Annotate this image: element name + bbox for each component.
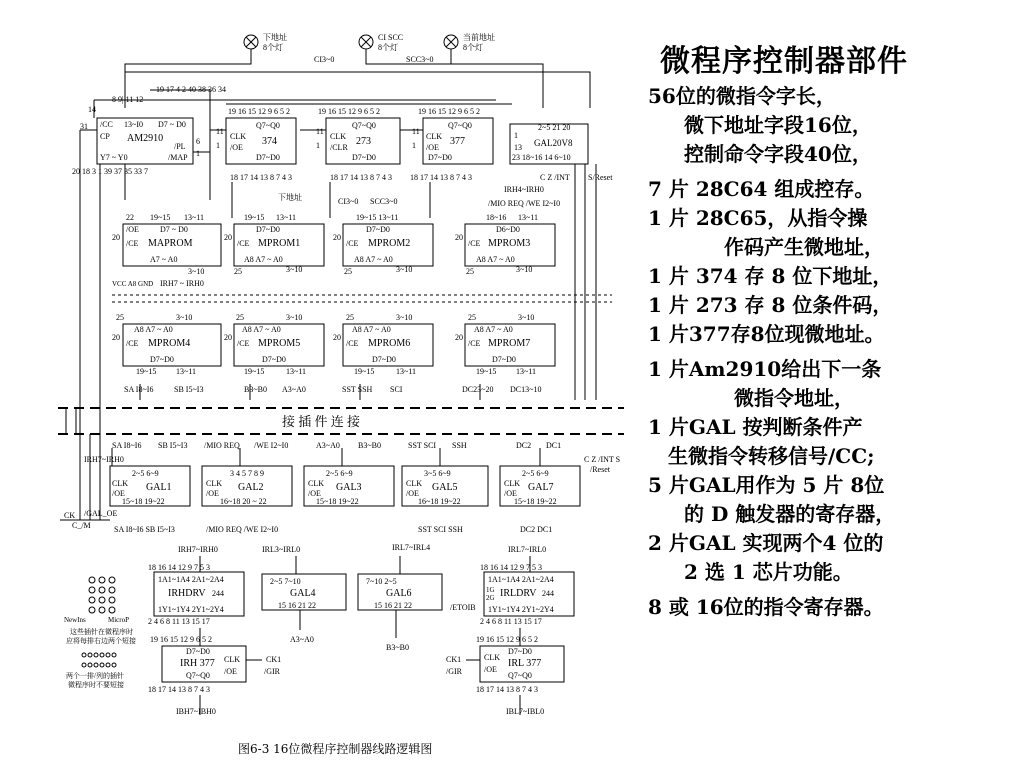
pin-number: 20 [455,333,463,342]
pin-number: 1 [216,141,220,150]
description-line: 5 片GAL用作为 5 片 8位 [648,473,885,497]
pin-label: CLK [406,479,422,488]
pin-label: 19~15 [136,367,157,376]
pin-label: /CE [126,239,139,248]
pin-label: Q7~Q0 [186,671,210,680]
bus-label: SST SCI [408,441,437,450]
pin-label: 3~10 [518,313,535,322]
chip-name: GAL1 [146,482,172,493]
pin-label: 1G [486,586,495,594]
bus-label: /MIO REQ /WE I2~I0 [206,525,279,534]
bus-label: DC23~20 [462,385,494,394]
bus-label: IRL7~IRL0 [508,545,547,554]
pin-number: 22 [126,213,134,222]
bus-label: DC2 [516,441,532,450]
chip-name: MAPROM [148,238,193,249]
pin-number: 25 [116,313,124,322]
pin-number: 20 [224,233,232,242]
pin-label: /OE [484,665,497,674]
pin-numbers: 2~5 7~10 [270,577,301,586]
pin-label: D7~D0 [492,355,516,364]
chip-name: IRL 377 [508,658,542,669]
pin-label: D7 ~ D0 [160,225,188,234]
chip-name: GAL5 [432,482,458,493]
pin-label: 19~15 [244,213,265,222]
pin-label: D7~D0 [256,225,280,234]
signal-label: CK [64,511,76,520]
pin-numbers: 19 16 15 12 9 6 5 2 [476,635,538,644]
bus-label: IRH4~IRH0 [504,185,544,194]
description-line: 1 片377存8位现微地址。 [648,322,885,346]
chip-name: IRLDRV [500,588,537,599]
pin-numbers: 18 16 14 12 9 7 5 3 [148,563,210,572]
pin-numbers: 15~18 19~22 [514,497,557,506]
pin-numbers: 18 17 14 13 8 7 4 3 [410,173,472,182]
pin-numbers: 16~18 19~22 [418,497,461,506]
pin-label: A8 A7 ~ A0 [352,325,391,334]
chip-name: MPROM3 [488,238,531,249]
pin-label: /CE [346,239,359,248]
lamp-label: 当前地址 [463,33,495,42]
pin-label: CLK [224,655,240,664]
signal-label: /GAL_OE [84,509,118,518]
bus-label: A3~A0 [282,385,306,394]
pin-label: CLK [206,479,222,488]
signal-label: /GIR [264,667,280,676]
jumper-note: 微程序时不要短接 [68,681,124,689]
pin-numbers: 15~18 19~22 [122,497,165,506]
description-line: 56位的微指令字长， [648,84,836,108]
pin-number: 25 [466,267,474,276]
bus-label: B3~B0 [386,643,409,652]
pin-label: 1Y1~1Y4 2Y1~2Y4 [488,605,554,614]
chip-name: MPROM6 [368,338,411,349]
pin-numbers: 3 4 5 7 8 9 [230,469,264,478]
power-label: VCC A8 GND [112,280,154,288]
bus-label: SB I5~I3 [174,385,204,394]
bus-label: IRH7~IRH0 [178,545,218,554]
jumper-note: 这些插针在微程序时 [70,628,133,636]
bus-label: /MIO REQ /WE I2~I0 [488,199,561,208]
bus-label: SCI [390,385,403,394]
status-signals: C Z /INT [540,173,570,182]
description-line: 控制命令字段40位， [684,142,872,166]
bus-label: B3~B0 [244,385,267,394]
chip-name: 273 [356,136,371,147]
lamp-sublabel: 8个灯 [263,43,283,52]
pin-label: /CE [237,239,250,248]
pin-label: D7~D0 [256,153,280,162]
chip-name: IRH 377 [180,658,215,669]
chip-name: MPROM5 [258,338,301,349]
pin-number: 20 [112,233,120,242]
jumper-label: MicroP [108,616,129,624]
description-line: 1 片 273 存 8 位条件码， [648,293,893,317]
pin-number: 25 [344,267,352,276]
pin-label: D7 ~ D0 [158,120,186,129]
pin-numbers: 18 17 14 13 8 7 4 3 [476,685,538,694]
pin-label: /OE [230,143,243,152]
bus-label: SSH [452,441,467,450]
pin-label: 13~11 [176,367,197,376]
pin-numbers: 19 17 4 2 40 38 36 34 [156,85,226,94]
chip-name: MPROM4 [148,338,191,349]
description-line: 1 片 28C65，从指令操 [648,206,868,230]
pin-label: 19~15 [244,367,265,376]
bus-label: IRL3~IRL0 [262,545,301,554]
chip-name: MPROM2 [368,238,411,249]
pin-numbers: 19 16 15 12 9 6 5 2 [318,107,380,116]
pin-label: 13~11 [286,367,307,376]
description-line: 微指令地址， [734,386,854,410]
description-line: 的 D 触发器的寄存器， [684,502,896,526]
pin-number: 20 [333,233,341,242]
pin-label: /PL [174,142,186,151]
bus-label: IBL7~IBL0 [506,707,545,716]
bus-label: SA I8~I6 [112,441,142,450]
pin-label: 2G [486,594,495,602]
lamp-label: CI SCC [378,33,404,42]
pin-numbers: 16~18 20 ~ 22 [220,497,267,506]
chip-name: GAL3 [336,482,362,493]
bus-label: SA I8~I6 SB I5~I3 [114,525,175,534]
bus-label: IRH7 ~ IRH0 [160,279,204,288]
pin-label: CLK [426,132,442,141]
pin-number: 1 [316,141,320,150]
pin-numbers: 19 16 15 12 9 6 5 2 [228,107,290,116]
lamp-label: 下地址 [263,33,287,42]
pin-label: CP [100,132,110,141]
bus-label: SB I5~I3 [158,441,188,450]
pin-label: Q7~Q0 [352,121,376,130]
description-line: 8 或 16位的指令寄存器。 [648,595,884,619]
pin-number: 1 [412,141,416,150]
pin-label: A8 A7 ~ A0 [244,255,283,264]
pin-label: 3~10 [188,267,205,276]
pin-number: 25 [236,313,244,322]
pin-number: 25 [346,313,354,322]
pin-label: 13~11 [184,213,205,222]
pin-numbers: 7~10 2~5 [366,577,397,586]
status-signals: C Z /INT S [584,455,621,464]
jumper-label: NewIns [64,616,86,624]
pin-label: /OE [206,489,219,498]
pin-label: Y7 ~ Y0 [100,153,128,162]
chip-name: IRHDRV [168,588,206,599]
pin-label: Q7~Q0 [256,121,280,130]
pin-numbers: 15 16 21 22 [278,601,316,610]
pin-label: 3~10 [286,313,303,322]
pin-label: CLK [230,132,246,141]
pin-label: /CE [468,239,481,248]
bus-label: SCC3~0 [370,197,398,206]
pin-label: /CE [237,339,250,348]
description-line: 微下地址字段16位， [684,113,872,137]
chip-name: GAL2 [238,482,264,493]
pin-number: 20 [224,333,232,342]
description-line: 2 选 1 芯片功能。 [684,560,853,584]
bus-label: DC13~10 [510,385,542,394]
jumper-note: 两个一排/列的插针 [66,672,124,680]
connector-label: 接 插 件 连 接 [282,414,361,429]
pin-label: 19~15 [354,367,375,376]
pin-label: 19~15 [150,213,171,222]
pin-numbers: 2 4 6 8 11 13 15 17 [480,617,542,626]
pin-label: /CLR [330,143,348,152]
description-line: 1 片Am2910给出下一条 [648,357,882,381]
bus-label: SA I8~I6 [124,385,154,394]
pin-label: /OE [426,143,439,152]
pin-label: D7~D0 [508,647,532,656]
pin-number: 11 [316,127,324,136]
pin-label: D7~D0 [262,355,286,364]
pin-label: D7~D0 [428,153,452,162]
chip-name: AM2910 [127,133,164,144]
pin-label: 3~10 [516,265,533,274]
description-line: 7 片 28C64 组成控存。 [648,177,875,201]
pin-label: 13~11 [516,367,537,376]
pin-numbers: 2~5 6~9 [326,469,353,478]
pin-number: 31 [80,122,88,131]
pin-label: 1Y1~1Y4 2Y1~2Y4 [158,605,224,614]
pin-label: D7~D0 [366,225,390,234]
pin-label: 19~15 [476,367,497,376]
pin-label: /CE [126,339,139,348]
pin-label: /MAP [168,153,188,162]
pin-label: A7 ~ A0 [150,255,178,264]
pin-label: 3~10 [176,313,193,322]
pin-label: CLK [504,479,520,488]
pin-label: A8 A7 ~ A0 [242,325,281,334]
pin-label: CLK [112,479,128,488]
pin-numbers: 2 4 6 8 11 13 15 17 [148,617,210,626]
bus-label: /WE I2~I0 [254,441,289,450]
pin-label: Q7~Q0 [448,121,472,130]
pin-numbers: 18 17 14 13 8 7 4 3 [148,685,210,694]
chip-name: 374 [262,136,277,147]
pin-label: D7~D0 [150,355,174,364]
description-line: 1 片GAL 按判断条件产 [648,415,863,439]
pin-number: 20 [112,333,120,342]
description-panel [648,36,1020,622]
bus-label: B3~B0 [358,441,381,450]
pin-label: 3~10 [286,265,303,274]
pin-label: 13~I0 [124,120,143,129]
panel-title: 微程序控制器部件 [660,44,908,79]
pin-number: 11 [216,127,224,136]
pin-label: /CE [346,339,359,348]
chip-name: MPROM7 [488,338,531,349]
chip-name: GAL7 [528,482,554,493]
pin-numbers: 18 17 14 13 8 7 4 3 [330,173,392,182]
pin-number: 13 [514,143,522,152]
pin-numbers: 8 9| 11 12 [112,95,144,104]
pin-label: 13~11 [276,213,297,222]
pin-label: /OE [112,489,125,498]
pin-numbers: 18 16 14 12 9 7 5 3 [480,563,542,572]
pin-label: A8 A7 ~ A0 [474,325,513,334]
pin-label: /OE [126,225,139,234]
pin-label: CLK [330,132,346,141]
pin-numbers: 2~5 6~9 [522,469,549,478]
lamp-sublabel: 8个灯 [378,43,398,52]
signal-label: /ETOIB [450,603,476,612]
pin-number: 20 [333,333,341,342]
status-signals: /Reset [590,465,610,474]
pin-label: 18~16 [486,213,507,222]
jumper-note: 应将每排右边两个短接 [66,637,136,645]
pin-label: /OE [406,489,419,498]
pin-label: /CC [100,120,113,129]
pin-number: 25 [234,267,242,276]
chip-number: 244 [542,589,554,598]
pin-label: 19~15 13~11 [356,213,399,222]
description-line: 2 片GAL 实现两个4 位的 [648,531,884,555]
bus-label: DC1 [546,441,562,450]
pin-number: 6 [196,137,200,146]
pin-label: 1A1~1A4 2A1~2A4 [488,575,554,584]
pin-numbers: 3~5 6~9 [424,469,451,478]
pin-numbers: 2~5 21 20 [538,123,571,132]
pin-numbers: 23 18~16 14 6~10 [512,153,571,162]
bus-label: IBH7~IBH0 [176,707,216,716]
pin-number: 25 [468,313,476,322]
pin-label: 3~10 [396,265,413,274]
pin-label: /OE [308,489,321,498]
signal-label: C_/M [72,521,91,530]
signal-label: CK1 [266,655,282,664]
pin-numbers: 19 16 15 12 9 6 5 2 [150,635,212,644]
pin-numbers: 18 17 14 13 8 7 4 3 [230,173,292,182]
pin-numbers: 20 18 3 1 39 37 35 33 7 [72,167,148,176]
bus-label: CI3~0 [338,197,359,206]
pin-label: /CE [468,339,481,348]
signal-label: CK1 [446,655,462,664]
bus-label: CI3~0 [314,55,335,64]
pin-label: 1A1~1A4 2A1~2A4 [158,575,224,584]
chip-name: MPROM1 [258,238,301,249]
bus-label: A3~A0 [290,635,314,644]
pin-label: CLK [484,653,500,662]
pin-number: 1 [196,149,200,158]
pin-numbers: 2~5 6~9 [132,469,159,478]
chip-number: 244 [212,589,224,598]
description-line: 生微指令转移信号/CC; [668,444,875,468]
description-line: 作码产生微地址， [724,235,884,259]
pin-label: 3~10 [396,313,413,322]
pin-numbers: 15 16 21 22 [374,601,412,610]
pin-label: A8 A7 ~ A0 [354,255,393,264]
bus-label: DC2 DC1 [520,525,553,534]
chip-name: GAL4 [290,588,316,599]
bus-label: SCC3~0 [406,55,434,64]
bus-label: IRH7~IRH0 [84,455,124,464]
pin-number: 20 [455,233,463,242]
pin-label: Q7~Q0 [508,671,532,680]
pin-number: 1 [514,131,518,140]
pin-label: D7~D0 [352,153,376,162]
bus-label: IRL7~IRL4 [392,543,431,552]
pin-label: D7~D0 [372,355,396,364]
status-signals: S/Reset [588,173,613,182]
pin-label: 13~11 [518,213,539,222]
chip-name: GAL20V8 [534,138,573,148]
pin-label: D6~D0 [496,225,520,234]
pin-number: 14 [88,105,96,114]
chip-name: 377 [450,136,465,147]
lamp-sublabel: 8个灯 [463,43,483,52]
pin-label: /OE [224,667,237,676]
pin-label: 13~11 [396,367,417,376]
pin-label: /OE [504,489,517,498]
bus-label: 下地址 [278,193,302,202]
pin-label: A8 A7 ~ A0 [134,325,173,334]
bus-label: SST SCI SSH [418,525,463,534]
description-line: 1 片 374 存 8 位下地址， [648,264,893,288]
pin-label: D7~D0 [186,647,210,656]
pin-numbers: 15~18 19~22 [316,497,359,506]
pin-number: 11 [412,127,420,136]
pin-label: A8 A7 ~ A0 [476,255,515,264]
signal-label: /GIR [446,667,462,676]
figure-caption: 图6-3 16位微程序控制器线路逻辑图 [238,742,433,756]
pin-label: CLK [308,479,324,488]
bus-label: /MIO REQ [204,441,240,450]
chip-name: GAL6 [386,588,412,599]
bus-label: A3~A0 [316,441,340,450]
pin-numbers: 19 16 15 12 9 6 5 2 [418,107,480,116]
bus-label: SST SSH [342,385,373,394]
